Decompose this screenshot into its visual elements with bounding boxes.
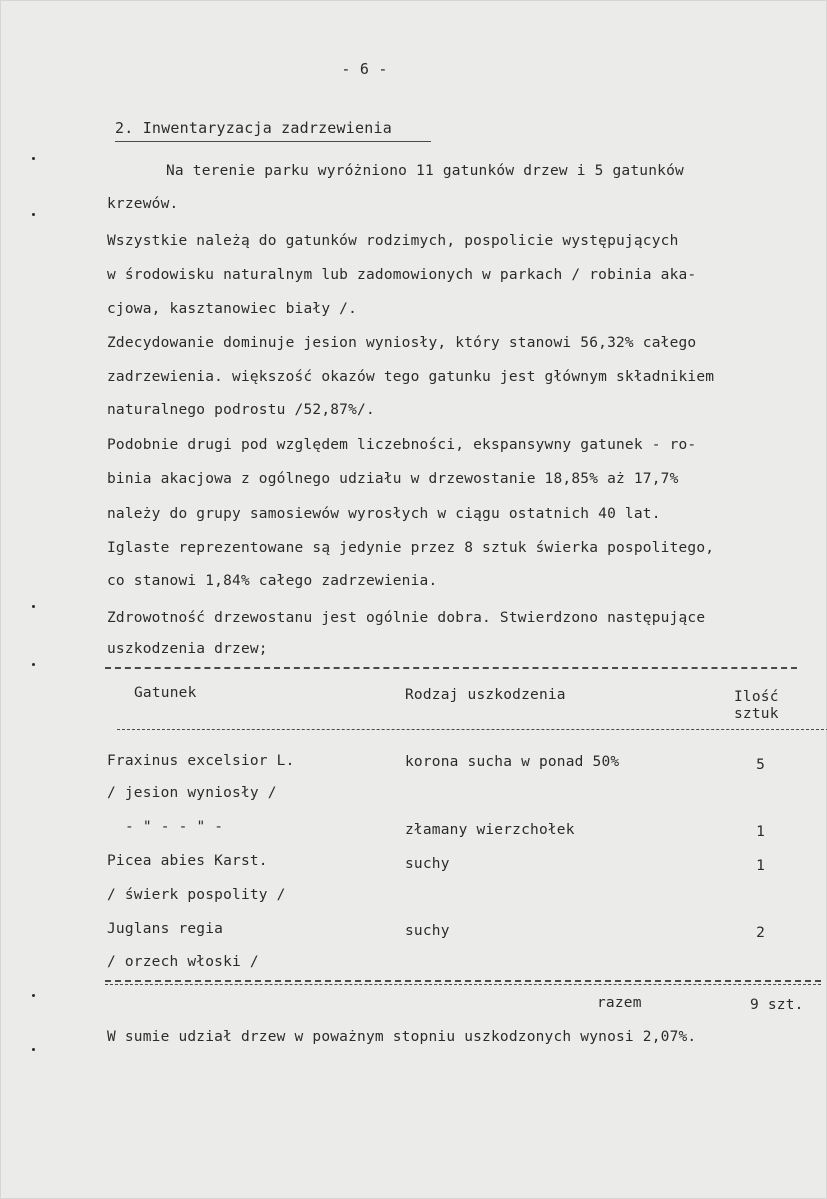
total-value: 9 szt. [750, 997, 804, 1013]
paragraph-line: krzewów. [107, 196, 179, 212]
column-header-quantity-line2: sztuk [734, 706, 779, 722]
paragraph-line: Zdecydowanie dominuje jesion wyniosły, który stanowi 56,32% całego [107, 335, 697, 351]
page-number: - 6 - [341, 60, 388, 78]
paragraph-line: naturalnego podrostu /52,87%/. [107, 402, 375, 418]
paragraph-line: Wszystkie należą do gatunków rodzimych, pospolicie występujących [107, 233, 679, 249]
column-header-species: Gatunek [134, 685, 197, 701]
closing-line: W sumie udział drzew w poważnym stopniu uszkodzonych wynosi 2,07%. [107, 1029, 697, 1045]
damage-cell: złamany wierzchołek [405, 822, 575, 838]
margin-dot [32, 1048, 35, 1051]
quantity-cell: 1 [756, 824, 765, 840]
margin-dot [32, 605, 35, 608]
table-header-rule [117, 729, 827, 730]
species-cell: / orzech włoski / [107, 954, 259, 970]
table-top-rule [105, 667, 797, 669]
paragraph-line: Podobnie drugi pod względem liczebności, ekspansywny gatunek - ro- [107, 437, 697, 453]
paragraph-line: co stanowi 1,84% całego zadrzewienia. [107, 573, 438, 589]
paragraph-line: Zdrowotność drzewostanu jest ogólnie dobra. Stwierdzono następujące [107, 610, 706, 626]
damage-cell: korona sucha w ponad 50% [405, 754, 620, 770]
paragraph-line: binia akacjowa z ogólnego udziału w drzewostanie 18,85% aż 17,7% [107, 471, 679, 487]
species-cell: / świerk pospolity / [107, 887, 286, 903]
paragraph-line: uszkodzenia drzew; [107, 641, 268, 657]
species-cell: - " - - " - [125, 819, 224, 835]
column-header-quantity-line1: Ilość [734, 689, 779, 705]
margin-dot [32, 157, 35, 160]
damage-cell: suchy [405, 923, 450, 939]
table-bottom-rule [105, 980, 821, 982]
species-cell: Fraxinus excelsior L. [107, 753, 295, 769]
quantity-cell: 1 [756, 858, 765, 874]
quantity-cell: 2 [756, 925, 765, 941]
species-cell: Juglans regia [107, 921, 224, 937]
paragraph-line: Iglaste reprezentowane są jedynie przez 8 sztuk świerka pospolitego, [107, 540, 715, 556]
paragraph-line: w środowisku naturalnym lub zadomowionych w parkach / robinia aka- [107, 267, 697, 283]
margin-dot [32, 213, 35, 216]
paragraph-line: Na terenie parku wyróżniono 11 gatunków drzew i 5 gatunków [166, 163, 684, 179]
paragraph-line: zadrzewienia. większość okazów tego gatunku jest głównym składnikiem [107, 369, 715, 385]
margin-dot [32, 663, 35, 666]
damage-cell: suchy [405, 856, 450, 872]
table-bottom-rule-double [105, 984, 821, 985]
quantity-cell: 5 [756, 757, 765, 773]
paragraph-line: należy do grupy samosiewów wyrosłych w ciągu ostatnich 40 lat. [107, 506, 661, 522]
paragraph-line: cjowa, kasztanowiec biały /. [107, 301, 358, 317]
species-cell: / jesion wyniosły / [107, 785, 277, 801]
species-cell: Picea abies Karst. [107, 853, 268, 869]
total-label: razem [597, 995, 642, 1011]
column-header-damage: Rodzaj uszkodzenia [405, 687, 566, 703]
section-heading: 2. Inwentaryzacja zadrzewienia [115, 119, 392, 137]
heading-underline [115, 141, 431, 142]
margin-dot [32, 994, 35, 997]
